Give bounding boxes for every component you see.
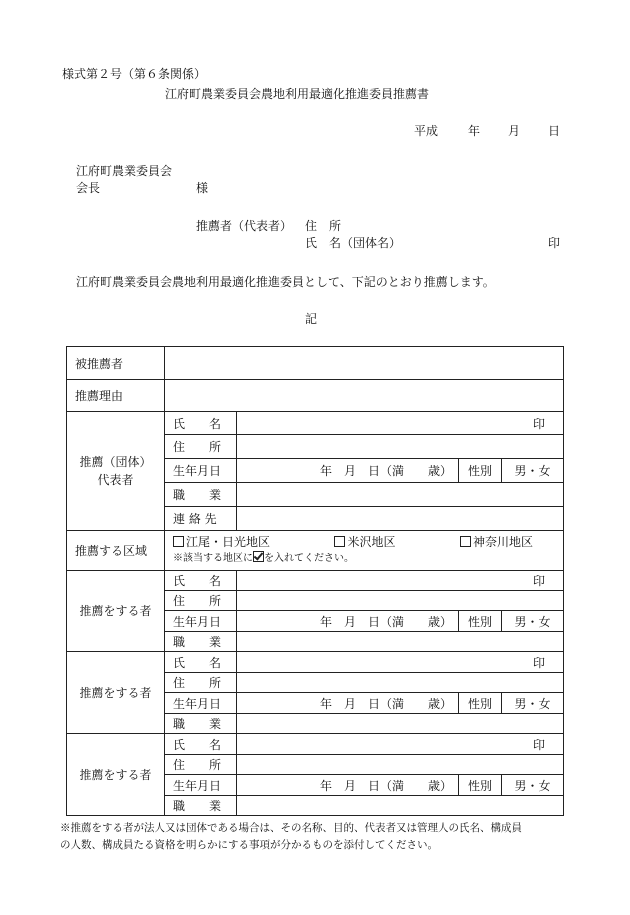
rep-group-line1: 推薦（団体） xyxy=(79,455,152,469)
area-option-3[interactable] xyxy=(460,534,533,551)
supporter-3-label: 推薦をする者 xyxy=(67,734,165,816)
area-note-a: ※該当する地区に xyxy=(173,553,253,565)
s1-name-label: 氏 名 xyxy=(165,571,237,591)
recommender-label: 推薦者（代表者） xyxy=(196,219,293,233)
s2-sex-field[interactable]: 男・女 xyxy=(502,693,564,714)
rep-job-field[interactable] xyxy=(237,483,564,507)
s3-birth-field[interactable]: 年 月 日（満 歳） xyxy=(237,775,459,796)
area-option-label: 米沢地区 xyxy=(347,535,396,550)
table-row xyxy=(67,531,564,571)
rep-contact-label: 連 絡 先 xyxy=(165,507,237,531)
s2-job-field[interactable] xyxy=(237,714,564,734)
recommendation-table xyxy=(66,346,564,816)
s1-sex-field[interactable]: 男・女 xyxy=(502,611,564,632)
s2-birth-field[interactable]: 年 月 日（満 歳） xyxy=(237,693,459,714)
rep-name-field[interactable] xyxy=(237,412,564,435)
checked-box-icon xyxy=(253,551,264,562)
nominee-field[interactable] xyxy=(165,347,564,380)
rep-name-label: 氏 名 xyxy=(165,412,237,435)
area-option-label: 神奈川地区 xyxy=(472,535,533,550)
recommender-name-label: 氏 名（団体名） xyxy=(305,236,402,250)
area-field xyxy=(165,531,564,571)
addressee-org: 江府町農業委員会 xyxy=(76,164,173,178)
footnote-line1: ※推薦をする者が法人又は団体である場合は、その名称、目的、代表者又は管理人の氏名、構成員 xyxy=(60,822,522,834)
s1-address-label: 住 所 xyxy=(165,591,237,611)
s2-address-label: 住 所 xyxy=(165,673,237,693)
supporter-2-label: 推薦をする者 xyxy=(67,652,165,734)
s1-name-field[interactable] xyxy=(237,571,564,591)
s3-address-field[interactable] xyxy=(237,755,564,775)
rep-birth-field[interactable]: 年 月 日（満 歳） xyxy=(237,459,459,483)
rep-seal: 印 xyxy=(532,416,545,431)
s3-birth-label: 生年月日 xyxy=(165,775,237,796)
supporter-1-label: 推薦をする者 xyxy=(67,571,165,652)
addressee-role: 会長 xyxy=(76,181,101,195)
area-note-b: を入れてください。 xyxy=(264,553,354,565)
s2-sex-label: 性別 xyxy=(459,693,502,714)
area-option-2[interactable] xyxy=(334,534,395,551)
rep-group-line2: 代表者 xyxy=(97,473,134,487)
table-row xyxy=(67,380,564,412)
s2-job-label: 職 業 xyxy=(165,714,237,734)
s1-address-field[interactable] xyxy=(237,591,564,611)
date-era: 平成 xyxy=(414,124,439,138)
s1-job-label: 職 業 xyxy=(165,632,237,652)
area-option-label: 江尾・日光地区 xyxy=(186,535,271,550)
body-text: 江府町農業委員会農地利用最適化推進委員として、下記のとおり推薦します。 xyxy=(76,275,495,289)
rep-sex-label: 性別 xyxy=(459,459,502,483)
table-row xyxy=(67,412,564,435)
rep-sex-field[interactable]: 男・女 xyxy=(502,459,564,483)
date-year: 年 xyxy=(468,124,481,138)
table-row xyxy=(67,571,564,591)
form-number: 様式第２号（第６条関係） xyxy=(62,67,207,81)
rep-address-label: 住 所 xyxy=(165,435,237,459)
checkbox-icon[interactable] xyxy=(460,536,471,547)
s2-name-label: 氏 名 xyxy=(165,652,237,673)
s2-birth-label: 生年月日 xyxy=(165,693,237,714)
table-row xyxy=(67,652,564,673)
s1-birth-field[interactable]: 年 月 日（満 歳） xyxy=(237,611,459,632)
reason-label: 推薦理由 xyxy=(67,380,165,412)
rep-contact-field[interactable] xyxy=(237,507,564,531)
s3-name-field[interactable] xyxy=(237,734,564,755)
footnote-line2: の人数、構成員たる資格を明らかにする事項が分かるものを添付してください。 xyxy=(60,839,438,851)
s1-birth-label: 生年月日 xyxy=(165,611,237,632)
recommender-address-label: 住 所 xyxy=(305,219,342,233)
rep-group-label xyxy=(67,412,165,531)
s3-address-label: 住 所 xyxy=(165,755,237,775)
s3-sex-field[interactable]: 男・女 xyxy=(502,775,564,796)
addressee-honorific: 様 xyxy=(196,181,209,195)
date-day: 日 xyxy=(548,124,561,138)
s2-address-field[interactable] xyxy=(237,673,564,693)
s2-name-field[interactable] xyxy=(237,652,564,673)
table-row xyxy=(67,734,564,755)
recommender-seal: 印 xyxy=(548,236,561,250)
rep-address-field[interactable] xyxy=(237,435,564,459)
reason-field[interactable] xyxy=(165,380,564,412)
s3-seal: 印 xyxy=(532,737,545,752)
form-title: 江府町農業委員会農地利用最適化推進委員推薦書 xyxy=(165,87,430,101)
rep-job-label: 職 業 xyxy=(165,483,237,507)
s3-job-field[interactable] xyxy=(237,796,564,816)
nominee-label: 被推薦者 xyxy=(67,347,165,380)
s1-sex-label: 性別 xyxy=(459,611,502,632)
s3-job-label: 職 業 xyxy=(165,796,237,816)
area-label: 推薦する区域 xyxy=(67,531,165,571)
rep-birth-label: 生年月日 xyxy=(165,459,237,483)
s1-seal: 印 xyxy=(532,574,545,588)
table-row xyxy=(67,347,564,380)
area-note xyxy=(173,551,563,567)
checkbox-icon[interactable] xyxy=(334,536,345,547)
checkbox-icon[interactable] xyxy=(173,536,184,547)
s1-job-field[interactable] xyxy=(237,632,564,652)
area-option-1[interactable] xyxy=(173,534,270,551)
date-month: 月 xyxy=(508,124,521,138)
s3-name-label: 氏 名 xyxy=(165,734,237,755)
s3-sex-label: 性別 xyxy=(459,775,502,796)
s2-seal: 印 xyxy=(532,655,545,670)
ki-mark: 記 xyxy=(305,312,318,326)
